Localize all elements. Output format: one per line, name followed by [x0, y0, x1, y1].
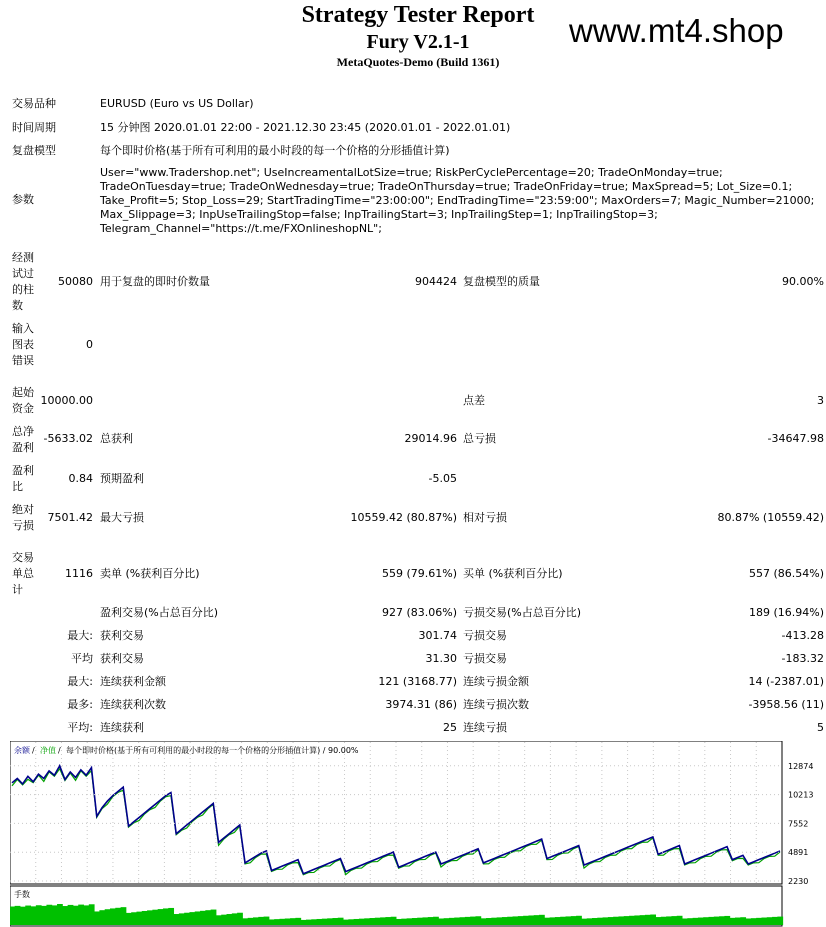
trades-label: 交易单总计 — [12, 551, 34, 596]
lots-bar — [301, 920, 307, 925]
lots-bar — [136, 912, 142, 925]
ticks-label: 用于复盘的即时价数量 — [100, 275, 210, 288]
spread-label: 点差 — [463, 394, 485, 407]
lots-bar — [634, 915, 640, 925]
consec-win-amt-label: 连续获利金额 — [100, 675, 166, 688]
lots-bar — [232, 913, 238, 925]
largest-loss-label: 亏损交易 — [463, 629, 507, 642]
server-build: MetaQuotes-Demo (Build 1361) — [336, 55, 500, 69]
lots-bar — [454, 918, 460, 925]
lots-bar — [274, 919, 280, 925]
lots-bar — [650, 914, 656, 925]
lots-bar — [68, 905, 74, 925]
avg-loss-value: -183.32 — [781, 652, 824, 665]
avg-win-value: 31.30 — [425, 652, 457, 665]
lots-bar — [105, 909, 111, 925]
lots-bar — [735, 918, 741, 925]
lots-bar — [163, 908, 169, 925]
lots-bar — [20, 907, 26, 925]
largest-prefix: 最大: — [67, 629, 93, 642]
lots-bar — [94, 911, 100, 925]
lots-bar — [576, 916, 582, 925]
consec-loss-cnt-value: -3958.56 (11) — [748, 698, 824, 711]
lots-bar — [10, 907, 15, 925]
lots-bar — [269, 919, 275, 925]
lots-bar — [671, 916, 677, 925]
lots-bar — [380, 917, 386, 925]
lots-bar — [618, 916, 624, 925]
lots-bar — [560, 917, 566, 925]
lots-bar — [57, 904, 63, 925]
most-consec-prefix: 最多: — [67, 698, 93, 711]
lots-bar — [693, 918, 699, 925]
loss-value: 189 (16.94%) — [748, 606, 824, 619]
lots-bar — [338, 918, 344, 925]
win-label: 盈利交易(%占总百分比) — [100, 606, 219, 619]
balance-chart — [10, 741, 826, 927]
lots-bar — [761, 918, 767, 925]
lots-bar — [110, 908, 116, 925]
long-label: 买单 (%获利百分比) — [463, 567, 563, 580]
lots-bar — [322, 919, 328, 925]
lots-bar — [168, 908, 174, 925]
report-title: Strategy Tester Report — [301, 2, 535, 28]
consec-win-cnt-value: 3974.31 (86) — [385, 698, 457, 711]
lots-bar — [507, 917, 513, 925]
lots-bar — [364, 918, 370, 925]
ticks-value: 904424 — [415, 275, 457, 288]
lots-bar — [444, 918, 450, 925]
lots-bar — [25, 906, 31, 925]
lots-bar — [624, 916, 630, 925]
spread-value: 3 — [817, 394, 824, 407]
errors-value: 0 — [86, 338, 93, 351]
bars-value: 50080 — [58, 275, 93, 288]
lots-bar — [656, 917, 662, 925]
lots-bar — [115, 908, 121, 925]
largest-loss-value: -413.28 — [781, 629, 824, 642]
lots-bar — [640, 915, 646, 925]
lots-bar — [46, 905, 52, 925]
lots-label: 手数 — [14, 890, 30, 899]
lots-bar — [36, 905, 42, 925]
legend-sep-2: / — [58, 746, 61, 755]
y-tick-label: 12874 — [788, 761, 814, 771]
lots-bar — [290, 918, 296, 925]
lots-bar — [237, 913, 243, 925]
lots-bar — [539, 915, 545, 925]
lots-bar — [502, 917, 508, 925]
lots-bar — [375, 918, 381, 925]
lots-bar — [481, 918, 487, 925]
lots-bar — [661, 917, 667, 925]
pf-value: 0.84 — [68, 472, 93, 485]
lots-bar — [158, 909, 164, 925]
lots-bar — [385, 917, 391, 925]
y-tick-label: 10213 — [788, 790, 814, 800]
net-label: 总净盈利 — [12, 425, 34, 454]
payoff-value: -5.05 — [428, 472, 457, 485]
payoff-label: 预期盈利 — [100, 472, 144, 485]
consec-loss-cnt-label: 连续亏损次数 — [463, 698, 529, 711]
lots-bar — [544, 918, 550, 925]
lots-bar — [449, 918, 455, 925]
lots-bar — [417, 918, 423, 925]
errors-label: 输入图表错误 — [12, 322, 34, 367]
lots-bar — [523, 916, 529, 925]
lots-bar — [756, 918, 762, 925]
lots-bar — [174, 914, 180, 925]
period-value: 15 分钟图 2020.01.01 22:00 - 2021.12.30 23:45 (2020.01.01 - 2022.01.01) — [100, 121, 511, 134]
model-value: 每个即时价格(基于所有可利用的最小时段的每一个价格的分形插值计算) — [100, 144, 450, 157]
deposit-label: 起始资金 — [12, 386, 34, 415]
max-consec-prefix: 最大: — [67, 675, 93, 688]
period-label: 时间周期 — [12, 121, 56, 134]
lots-bar — [78, 905, 84, 925]
lots-bar — [311, 919, 317, 925]
consec-loss-amt-label: 连续亏损金额 — [463, 675, 529, 688]
lots-bar — [550, 917, 556, 925]
largest-win-label: 获利交易 — [100, 629, 144, 642]
lots-bar — [142, 911, 148, 925]
quality-value: 90.00% — [782, 275, 824, 288]
lots-bar — [438, 918, 444, 925]
lots-bar — [131, 912, 137, 925]
gross-loss-label: 总亏损 — [463, 432, 496, 445]
lots-bar — [359, 919, 365, 925]
lots-bar — [279, 919, 285, 925]
y-tick-label: 2230 — [788, 877, 809, 886]
lots-bar — [242, 918, 248, 925]
lots-bar — [581, 919, 587, 925]
pf-label: 盈利比 — [12, 464, 34, 493]
lots-bar — [200, 911, 206, 925]
avg-consec-prefix: 平均: — [67, 721, 93, 734]
chart-caption: 每个即时价格(基于所有可利用的最小时段的每一个价格的分形插值计算) / 90.00% — [66, 746, 359, 755]
ea-name: Fury V2.1-1 — [366, 31, 470, 53]
lots-bar — [465, 917, 471, 925]
loss-label: 亏损交易(%占总百分比) — [463, 606, 582, 619]
lots-bar — [740, 917, 746, 925]
watermark: www.mt4.shop — [569, 12, 784, 49]
lots-bar — [767, 917, 773, 925]
lots-bar — [396, 919, 402, 925]
model-label: 复盘模型 — [12, 144, 56, 157]
lots-bar — [370, 918, 376, 925]
params-label: 参数 — [12, 193, 34, 206]
max-dd-value: 10559.42 (80.87%) — [350, 511, 457, 524]
bars-label: 经测试过的柱数 — [12, 251, 34, 312]
lots-bar — [497, 917, 503, 925]
lots-bar — [15, 906, 21, 925]
lots-bar — [528, 915, 534, 925]
lots-bar — [566, 916, 572, 925]
lots-bar — [89, 904, 95, 925]
gross-profit-label: 总获利 — [100, 432, 133, 445]
avg-loss-label: 亏损交易 — [463, 652, 507, 665]
lots-bar — [391, 917, 397, 925]
gross-profit-value: 29014.96 — [404, 432, 457, 445]
lots-bar — [73, 906, 79, 925]
lots-bar — [264, 917, 270, 925]
lots-bar — [205, 910, 211, 925]
lots-bar — [751, 918, 757, 925]
lots-bar — [772, 917, 778, 925]
lots-bar — [343, 920, 349, 925]
lots-bar — [513, 916, 519, 925]
lots-bar — [221, 915, 227, 925]
lots-bar — [777, 917, 783, 925]
lots-bar — [518, 916, 524, 925]
deposit-value: 10000.00 — [40, 394, 93, 407]
net-value: -5633.02 — [43, 432, 93, 445]
trades-value: 1116 — [65, 567, 93, 580]
lots-bar — [587, 918, 593, 925]
lots-bar — [401, 919, 407, 925]
rel-dd-value: 80.87% (10559.42) — [717, 511, 824, 524]
lots-bar — [248, 918, 254, 925]
lots-bar — [99, 910, 105, 925]
lots-bar — [306, 920, 312, 925]
lots-bar — [719, 916, 725, 925]
lots-bar — [470, 917, 476, 925]
quality-label: 复盘模型的质量 — [463, 275, 540, 288]
lots-bar — [121, 907, 127, 925]
y-tick-label: 7552 — [788, 819, 809, 829]
y-tick-label: 4891 — [788, 848, 809, 858]
lots-bar — [84, 905, 90, 925]
lots-bar — [332, 918, 338, 925]
lots-bar — [460, 917, 466, 925]
lots-bar — [152, 910, 158, 925]
average-prefix: 平均 — [71, 652, 93, 665]
lots-bar — [428, 917, 434, 925]
avg-consec-loss-label: 连续亏损 — [463, 721, 507, 734]
lots-bar — [258, 917, 264, 925]
symbol-label: 交易品种 — [12, 97, 56, 110]
consec-win-amt-value: 121 (3168.77) — [378, 675, 457, 688]
consec-win-cnt-label: 连续获利次数 — [100, 698, 166, 711]
lots-bar — [253, 917, 259, 925]
lots-bar — [348, 919, 354, 925]
lots-bar — [179, 913, 185, 925]
lots-bar — [126, 913, 132, 925]
lots-bar — [227, 914, 233, 925]
avg-consec-win-label: 连续获利 — [100, 721, 144, 734]
lots-bar — [592, 918, 598, 925]
lots-bar — [195, 911, 201, 925]
lots-bar — [423, 917, 429, 925]
short-label: 卖单 (%获利百分比) — [100, 567, 200, 580]
legend-sep-1: / — [32, 746, 35, 755]
legend-balance: 余额 — [14, 746, 30, 755]
lots-bar — [746, 918, 752, 925]
lots-bar — [433, 917, 439, 925]
lots-bar — [317, 919, 323, 925]
lots-bar — [216, 915, 222, 925]
lots-bar — [597, 918, 603, 925]
params-value: User="www.Tradershop.net"; UseIncreamentalLotSize=true; RiskPerCyclePercentage=20; TradeOnMonday=true; TradeOnTuesday=true; TradeOnWednesday=true; TradeOnThursday=true; TradeOnFriday=true; MaxSpread=5; Lot_Size=0.1; Take_Profit=5; Stop_Loss=29; StartTradingTime="23:00:00"; EndTradingTime="23:59:00"; MaxOrders=7; Magic_Number=21000; Max_Slippage=3; InpUseTrailingStop=false; InpTrailingStart=3; InpTrailingStep=1; InpTrailingStop=3; Telegram_Channel="https://t.me/FXOnlineshopNL"; — [100, 166, 815, 235]
lots-bar — [295, 918, 301, 925]
lots-bar — [603, 917, 609, 925]
legend-equity: 净值 — [40, 746, 56, 755]
lots-bar — [41, 906, 47, 925]
lots-bar — [687, 918, 693, 925]
lots-bar — [724, 916, 730, 925]
lots-bar — [698, 918, 704, 925]
lots-bar — [645, 915, 651, 925]
lots-bar — [475, 916, 481, 925]
lots-bar — [571, 916, 577, 925]
lots-bar — [677, 916, 683, 925]
avg-consec-loss-value: 5 — [817, 721, 824, 734]
lots-bar — [486, 918, 492, 925]
lots-bar — [354, 919, 360, 925]
rel-dd-label: 相对亏损 — [463, 511, 507, 524]
lots-bar — [62, 906, 68, 925]
symbol-value: EURUSD (Euro vs US Dollar) — [100, 97, 254, 110]
lots-bar — [682, 918, 688, 925]
lots-bar — [412, 918, 418, 925]
lots-bar — [709, 917, 715, 925]
lots-bar — [327, 918, 333, 925]
lots-bar — [407, 918, 413, 925]
lots-bar — [666, 916, 672, 925]
long-value: 557 (86.54%) — [748, 567, 824, 580]
lots-bar — [613, 917, 619, 925]
lots-bar — [184, 913, 190, 925]
lots-bar — [730, 918, 736, 925]
lots-bar — [211, 910, 217, 925]
win-value: 927 (83.06%) — [381, 606, 457, 619]
lots-bar — [703, 917, 709, 925]
short-value: 559 (79.61%) — [381, 567, 457, 580]
lots-bar — [31, 906, 37, 925]
consec-loss-amt-value: 14 (-2387.01) — [748, 675, 824, 688]
lots-bar — [491, 918, 497, 925]
lots-bar — [52, 905, 58, 925]
abs-dd-value: 7501.42 — [47, 511, 93, 524]
lots-bar — [285, 918, 291, 925]
lots-bar — [189, 912, 195, 925]
lots-bar — [555, 917, 561, 925]
largest-win-value: 301.74 — [418, 629, 457, 642]
lots-bar — [629, 916, 635, 925]
max-dd-label: 最大亏损 — [100, 511, 144, 524]
lots-bar — [608, 917, 614, 925]
lots-bar — [147, 910, 153, 925]
avg-consec-win-value: 25 — [443, 721, 457, 734]
lots-bar — [534, 915, 540, 925]
lots-bar — [714, 917, 720, 925]
avg-win-label: 获利交易 — [100, 652, 144, 665]
gross-loss-value: -34647.98 — [767, 432, 824, 445]
abs-dd-label: 绝对亏损 — [12, 503, 34, 532]
